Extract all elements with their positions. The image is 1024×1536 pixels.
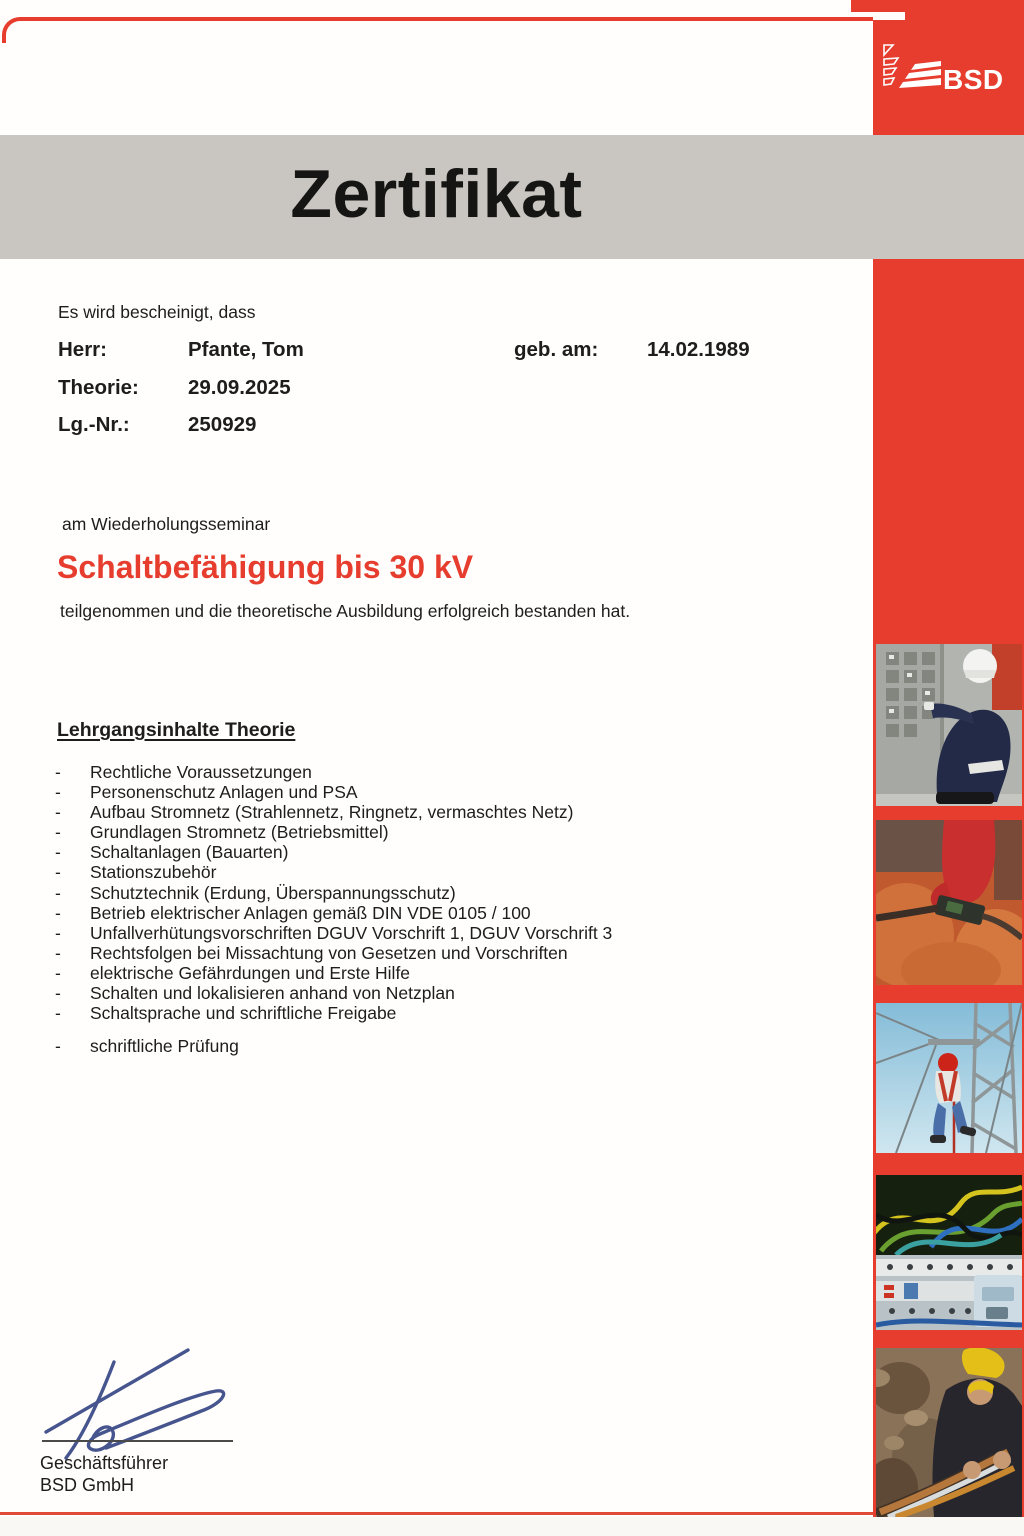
list-item-text: elektrische Gefährdungen und Erste Hilfe (90, 962, 411, 983)
list-bullet: - (55, 882, 61, 903)
list-item-text: Schaltanlagen (Bauarten) (90, 842, 289, 863)
bsd-logo (881, 42, 1021, 106)
list-bullet: - (55, 862, 61, 883)
list-bullet: - (55, 942, 61, 963)
bottom-border-line (0, 1512, 873, 1515)
list-bullet: - (55, 782, 61, 803)
list-bullet: - (55, 842, 61, 863)
list-bullet: - (55, 983, 61, 1004)
contents-list (55, 762, 835, 1023)
list-item (55, 822, 835, 842)
list-item-text: Rechtsfolgen bei Missachtung von Gesetzen und Vorschriften (90, 942, 568, 963)
lg-number: 250929 (188, 413, 257, 436)
signature-rule (42, 1440, 233, 1442)
column-notch (873, 12, 905, 20)
photo-pylon (876, 1003, 1022, 1153)
list-bullet: - (55, 802, 61, 823)
certificate-title: Zertifikat (290, 156, 583, 232)
control-cabinet-wiring-image (876, 1175, 1022, 1330)
list-item (55, 762, 835, 782)
worker-at-switchgear-image (876, 644, 1022, 806)
signature-block (40, 1452, 168, 1496)
list-item-text: Grundlagen Stromnetz (Betriebsmittel) (90, 822, 389, 843)
list-item (55, 923, 835, 943)
list-bullet: - (55, 762, 61, 782)
list-bullet: - (55, 1003, 61, 1024)
list-item-text: Stationszubehör (90, 862, 217, 883)
birth-date: 14.02.1989 (647, 338, 750, 361)
list-item (55, 782, 835, 802)
photo-switchgear (876, 644, 1022, 806)
list-item (55, 862, 835, 882)
course-title: Schaltbefähigung bis 30 kV (57, 549, 474, 585)
lg-number-label: Lg.-Nr.: (58, 413, 130, 436)
handwritten-signature (38, 1336, 243, 1464)
passed-line: teilgenommen und die theoretische Ausbildung erfolgreich bestanden hat. (60, 601, 631, 621)
title-banner (0, 135, 1024, 259)
final-list-item-wrap (55, 1036, 835, 1056)
list-item-text: Schaltsprache und schriftliche Freigabe (90, 1003, 397, 1024)
signer-company: BSD GmbH (40, 1475, 135, 1495)
birth-label: geb. am: (514, 338, 599, 361)
list-item-text: Schutztechnik (Erdung, Überspannungsschutz) (90, 882, 456, 903)
list-item (55, 983, 835, 1003)
list-item (55, 963, 835, 983)
bsd-logo-icon (881, 42, 941, 92)
top-border-line (2, 17, 876, 43)
list-item-text: Unfallverhütungsvorschriften DGUV Vorschrift 1, DGUV Vorschrift 3 (90, 922, 613, 943)
seminar-line: am Wiederholungsseminar (62, 514, 271, 534)
photo-wiring (876, 1175, 1022, 1330)
list-item-text: Personenschutz Anlagen und PSA (90, 782, 358, 803)
person-name: Pfante, Tom (188, 338, 304, 361)
list-bullet: - (55, 922, 61, 943)
salutation-label: Herr: (58, 338, 107, 361)
photo-trench (876, 1348, 1022, 1517)
contents-heading: Lehrgangsinhalte Theorie (57, 719, 296, 741)
list-item (55, 943, 835, 963)
list-bullet: - (55, 822, 61, 843)
pylon-climber-image (876, 1003, 1022, 1153)
list-item (55, 1003, 835, 1023)
cable-laying-trench-image (876, 1348, 1022, 1517)
insulated-gloves-image (876, 820, 1022, 985)
bsd-logo-text: BSD (943, 64, 1004, 95)
list-bullet: - (55, 962, 61, 983)
footer-strip (0, 1517, 1024, 1536)
list-item-text: Aufbau Stromnetz (Strahlennetz, Ringnetz, vermaschtes Netz) (90, 802, 574, 823)
list-item (55, 1036, 835, 1056)
list-bullet: - (55, 1036, 61, 1056)
list-item-text: Betrieb elektrischer Anlagen gemäß DIN VDE 0105 / 100 (90, 902, 531, 923)
list-item (55, 842, 835, 862)
intro-line: Es wird bescheinigt, dass (58, 302, 256, 322)
photo-gloves (876, 820, 1022, 985)
list-item (55, 903, 835, 923)
theory-date: 29.09.2025 (188, 376, 291, 399)
list-item (55, 883, 835, 903)
list-item-text: Rechtliche Voraussetzungen (90, 762, 312, 782)
signer-role: Geschäftsführer (40, 1453, 169, 1473)
list-item (55, 802, 835, 822)
top-red-bar (851, 0, 1024, 12)
list-item-text: Schalten und lokalisieren anhand von Netzplan (90, 983, 455, 1004)
list-item-text: schriftliche Prüfung (90, 1036, 239, 1056)
theory-label: Theorie: (58, 376, 139, 399)
list-bullet: - (55, 902, 61, 923)
